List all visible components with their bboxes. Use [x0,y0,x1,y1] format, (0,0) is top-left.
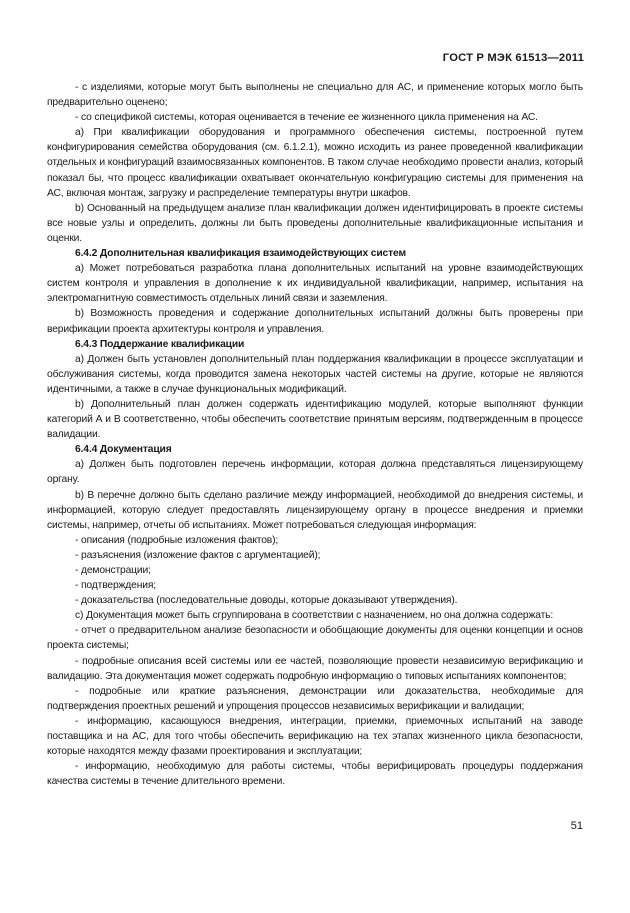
list-item: - описания (подробные изложения фактов); [75,534,279,546]
paragraph: a) Должен быть установлен дополнительный план поддержания квалификации в процессе эксплуатации и обслуживания системы, когда проводится замена некоторых частей системы на другие, которые не являются идентичными, а также в случае функциональных модификаций. [47,353,583,395]
section-heading: 6.4.4 Документация [75,444,172,456]
paragraph: b) Дополнительный план должен содержать идентификацию модулей, которые выполняют функции категорий А и В соответственно, чтобы обеспечить соответствие принятым версиям, подтвержденным в процессе валидации. [47,398,583,441]
list-item: - разъяснения (изложение фактов с аргументацией); [75,549,321,561]
paragraph: b) Основанный на предыдущем анализе план квалификации должен идентифицировать в проекте системы все новые узлы и определить, должны ли быть проведены дополнительные квалификационные испытания и оценки. [47,202,583,244]
list-item: - подтверждения; [75,580,156,592]
list-item: - информацию, касающуюся внедрения, интеграции, приемки, приемочных испытаний на заводе поставщика и на АС, для того чтобы обеспечить верификацию на тех этапах жизненного цикла безопасности, которые находятся между фазами проектирования и эксплуатации; [47,715,583,758]
list-item: - доказательства (последовательные доводы, которые доказывают утверждения). [75,595,458,607]
paragraph: a) Может потребоваться разработка плана дополнительных испытаний на уровне взаимодействующих систем контроля и управления в дополнение к их индивидуальной квалификации, например, испытания на электромагнитную совместимость отдельных линий связи и заземления. [47,263,583,305]
document-body [47,80,583,789]
list-item: - отчет о предварительном анализе безопасности и обобщающие документы для оценки концепции и основ проекта системы; [47,625,583,652]
paragraph: a) Должен быть подготовлен перечень информации, которая должна представляться лицензирующему органу. [47,459,583,486]
list-item: - подробные или краткие разъяснения, демонстрации или доказательства, необходимые для подтверждения проектных решений и упрощения процессов независимых верификации и валидации; [47,685,583,712]
section-heading: 6.4.2 Дополнительная квалификация взаимодействующих систем [75,248,406,260]
list-item: - подробные описания всей системы или ее частей, позволяющие провести независимую верификацию и валидацию. Эта документация может содержать подробную информацию о типовых испытаниях компонентов; [47,655,583,682]
paragraph: c) Документация может быть сгруппирована в соответствии с назначением, но она должна содержать: [75,610,554,622]
paragraph: b) Возможность проведения и содержание дополнительных испытаний должны быть проверены при верификации проекта архитектуры контроля и управления. [47,308,583,335]
paragraph: a) При квалификации оборудования и программного обеспечения системы, построенной путем конфигурирования семейства оборудования (см. 6.1.2.1), можно исходить из ранее проведенной квалификации отдельных и конфигураций взаимосвязанных компонентов. В таком случае необходимо провести анализ, который показал бы, что процесс квалификации охватывает окончательную конфигурацию системы для применения на АС, включая монтаж, загрузку и распределение температуры внутри шкафов. [47,127,583,199]
section-heading: 6.4.3 Поддержание квалификации [75,338,245,350]
paragraph: - со спецификой системы, которая оценивается в течение ее жизненного цикла применения на АС. [75,112,538,124]
page-number: 51 [570,820,583,832]
list-item: - демонстрации; [75,565,151,576]
list-item: - информацию, необходимую для работы системы, чтобы верифицировать процедуры поддержания качества системы в течение длительного времени. [47,761,583,788]
document-standard-header: ГОСТ Р МЭК 61513—2011 [442,52,584,64]
paragraph: b) В перечне должно быть сделано различие между информацией, необходимой до внедрения системы, и информацией, которую следует предоставлять лицензирующему органу в процессе внедрения и приемки системы, например, отчеты об испытаниях. Может потребоваться следующая информация: [47,489,583,531]
paragraph: - с изделиями, которые могут быть выполнены не специально для АС, и применение которых могло быть предварительно оценено; [47,82,583,109]
